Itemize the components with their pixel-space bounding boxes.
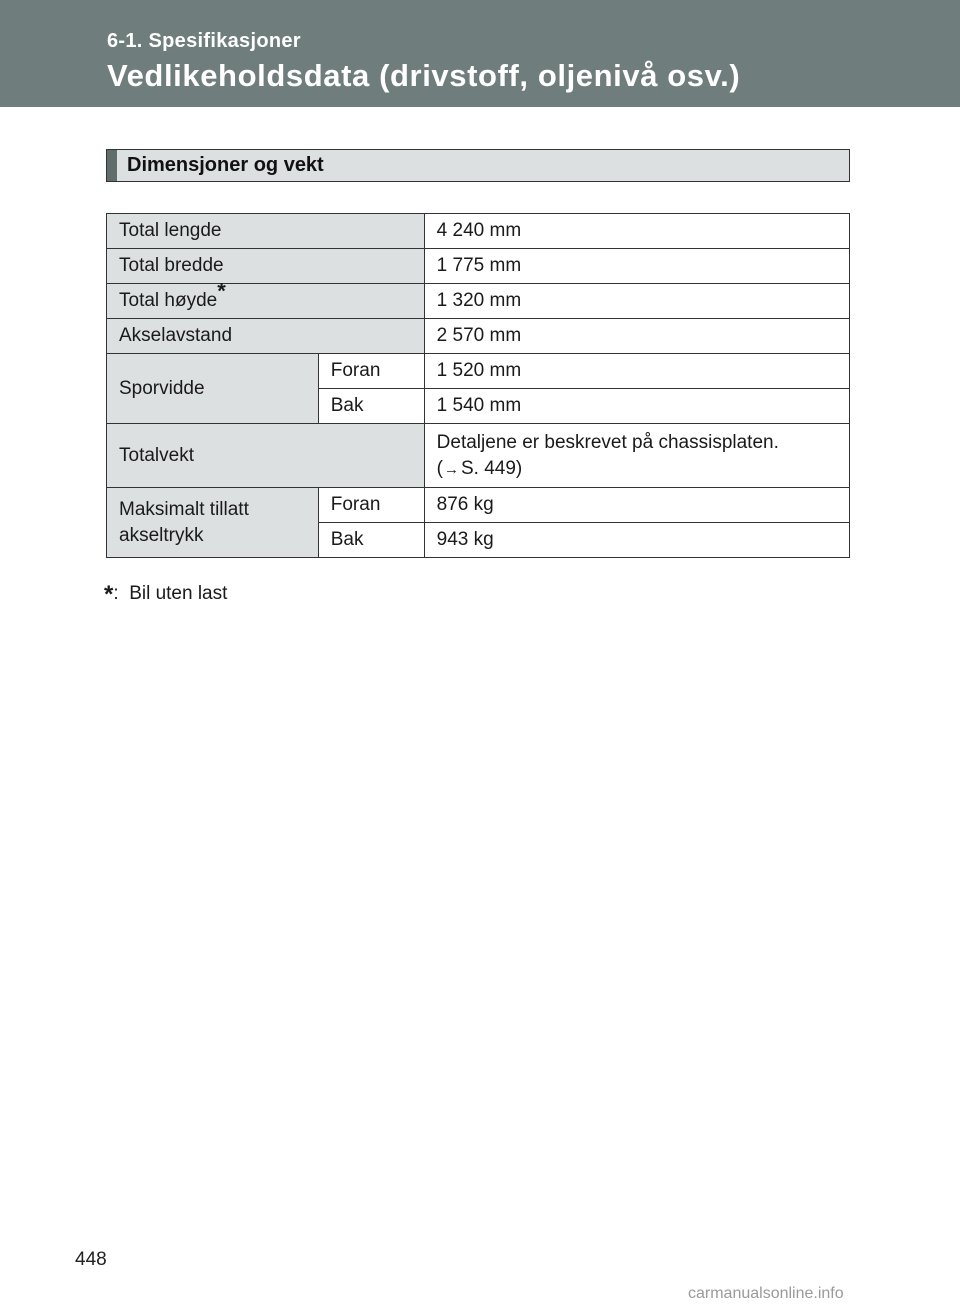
footnote xyxy=(104,578,227,606)
row-label-total-length: Total lengde xyxy=(107,214,425,249)
total-weight-reference: (→ S. 449) xyxy=(436,458,523,479)
row-label-total-height-cell xyxy=(107,278,425,319)
subheading-box xyxy=(106,149,850,182)
row-value-axle-rear: 943 kg xyxy=(424,523,849,558)
row-label-total-width: Total bredde xyxy=(107,249,425,284)
row-value-track-rear: 1 540 mm xyxy=(424,389,849,424)
arrow-right-icon: → xyxy=(444,461,459,478)
footnote-separator: : xyxy=(113,583,119,604)
footnote-text: Bil uten last xyxy=(129,583,228,604)
row-value-axle-front: 876 kg xyxy=(424,488,849,523)
row-sublabel-axle-front: Foran xyxy=(318,488,424,523)
row-label-axle-load: Maksimalt tillatt akseltrykk xyxy=(107,488,319,558)
table-row xyxy=(107,424,850,488)
watermark: carmanualsonline.info xyxy=(688,1285,844,1302)
subheading-title: Dimensjoner og vekt xyxy=(127,154,324,176)
row-value-track-front: 1 520 mm xyxy=(424,354,849,389)
table-row xyxy=(107,214,850,249)
total-weight-text: Detaljene er beskrevet på chassisplaten. xyxy=(436,432,779,453)
row-label-total-weight: Totalvekt xyxy=(107,424,425,488)
row-value-wheelbase: 2 570 mm xyxy=(424,319,849,354)
row-sublabel-axle-rear: Bak xyxy=(318,523,424,558)
table-row xyxy=(107,319,850,354)
row-sublabel-track-rear: Bak xyxy=(318,389,424,424)
table-row xyxy=(107,284,850,319)
table-row xyxy=(107,354,850,389)
row-value-total-length: 4 240 mm xyxy=(424,214,849,249)
row-sublabel-track-front: Foran xyxy=(318,354,424,389)
subheading-accent-bar xyxy=(107,150,117,181)
page-reference-link[interactable]: S. 449) xyxy=(461,458,523,479)
row-value-total-weight xyxy=(424,424,849,488)
page-title: Vedlikeholdsdata (drivstoff, oljenivå osv.) xyxy=(107,58,741,93)
row-label-wheelbase: Akselavstand xyxy=(107,319,425,354)
row-label-track: Sporvidde xyxy=(107,354,319,424)
dimensions-table xyxy=(106,213,850,558)
table-row xyxy=(107,488,850,523)
row-label-total-height: Total høyde xyxy=(119,290,218,311)
footnote-marker: * xyxy=(104,581,114,608)
page-number: 448 xyxy=(75,1249,107,1270)
row-value-total-height: 1 320 mm xyxy=(424,284,849,319)
section-label: 6-1. Spesifikasjoner xyxy=(107,30,301,52)
row-value-total-width: 1 775 mm xyxy=(424,249,849,284)
footnote-marker: * xyxy=(217,278,226,304)
page-header xyxy=(0,0,960,107)
